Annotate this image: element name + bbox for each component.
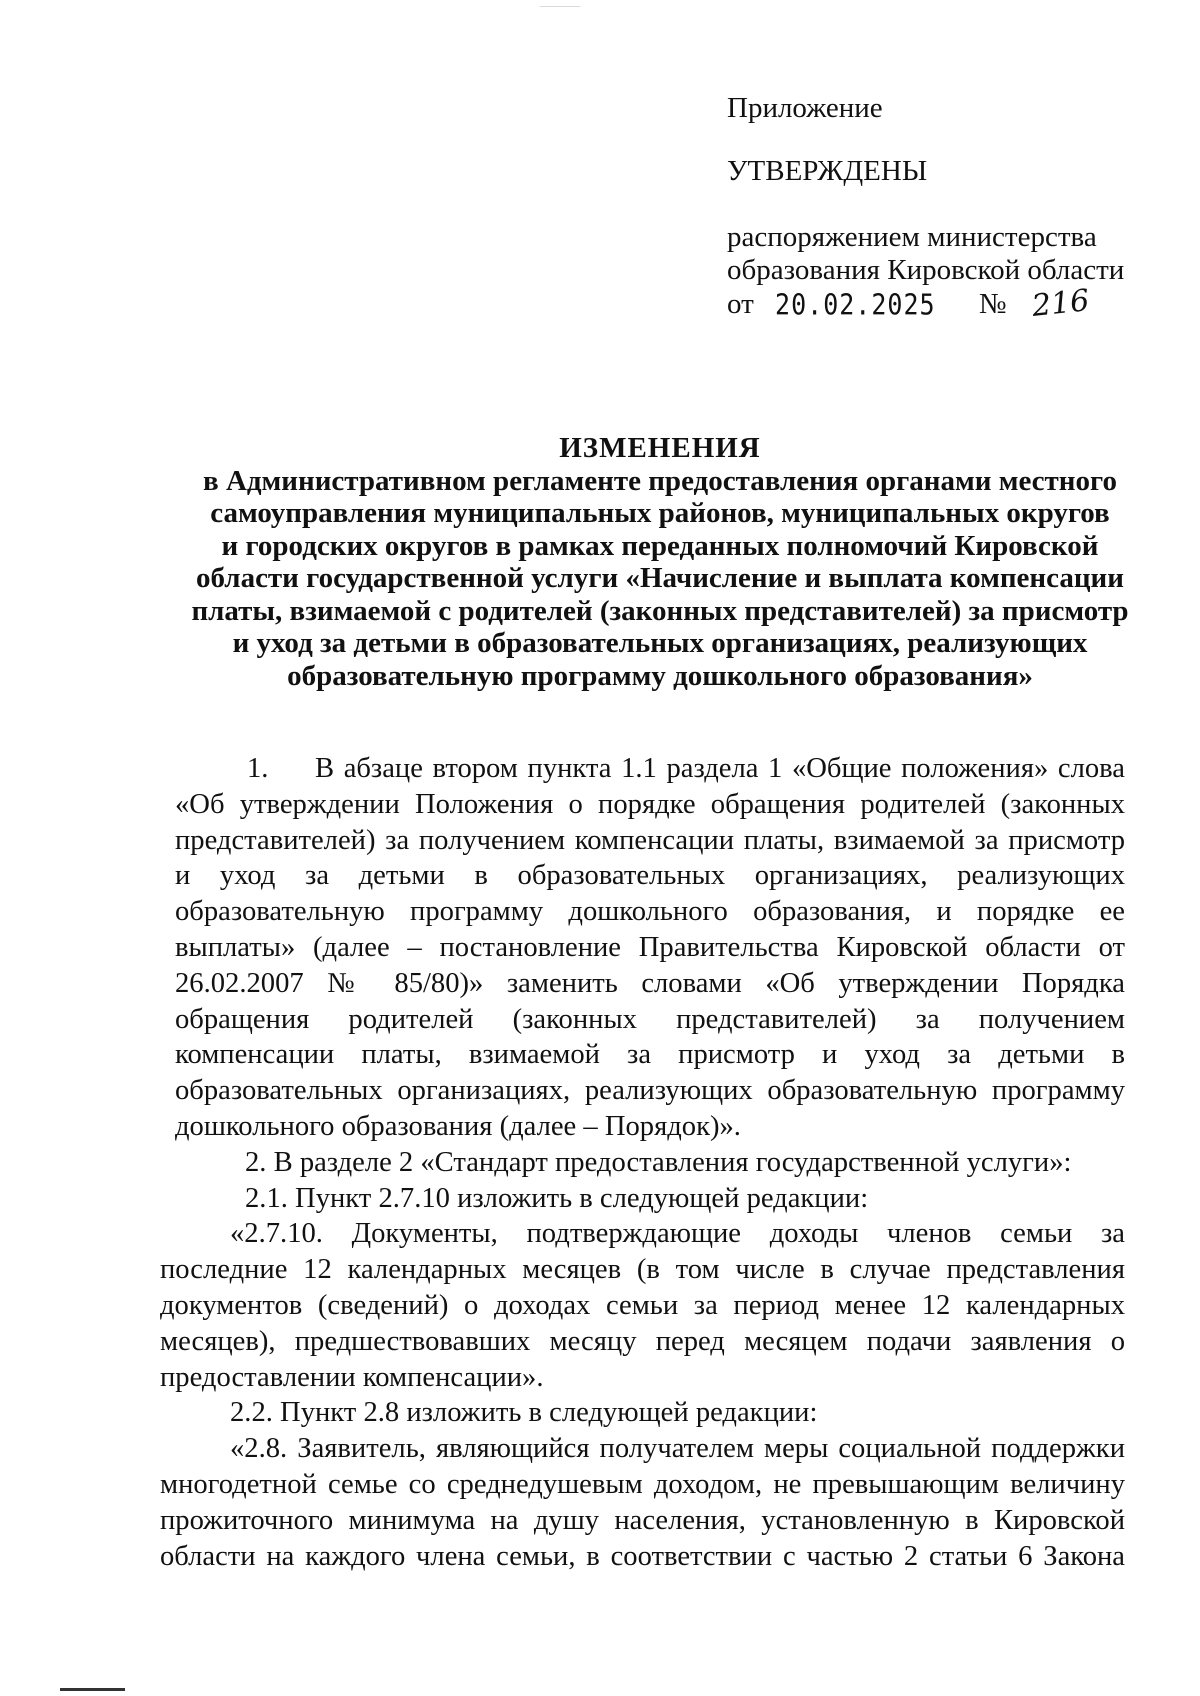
number-sign: № (978, 288, 1007, 320)
paragraph-2-7-10-line: документов (сведений) о доходах семьи за период менее 12 календарных (160, 1289, 1125, 1321)
title-line: и городских округов в рамках переданных полномочий Кировской (221, 529, 1099, 562)
approved-by-line-1: распоряжением министерства (727, 221, 1097, 253)
paragraph-2-7-10-line: месяцев), предшествовавших месяцу перед месяцем подачи заявления о (160, 1325, 1125, 1357)
appendix-label: Приложение (727, 92, 883, 124)
approval-block (727, 92, 1167, 324)
document-body (160, 751, 1125, 1574)
title-line: образовательную программу дошкольного образования» (287, 659, 1033, 692)
paragraph-1-line: обращения родителей (законных представителей) за получением (175, 1003, 1125, 1035)
paragraph-1-line: компенсации платы, взимаемой за присмотр и уход за детьми в (175, 1039, 1125, 1071)
document-title (160, 432, 1160, 692)
title-heading: ИЗМЕНЕНИЯ (559, 432, 761, 464)
paragraph-2-8-line: прожиточного минимума на душу населения, установленную в Кировской (160, 1504, 1125, 1536)
paragraph-2: 2. В разделе 2 «Стандарт предоставления государственной услуги»: (245, 1146, 1072, 1178)
paragraph-1-line: выплаты» (далее – постановление Правительства Кировской области от (175, 931, 1125, 963)
paragraph-1-line: образовательную программу дошкольного образования, и порядке ее (175, 896, 1125, 928)
paragraph-1-line: «Об утверждении Положения о порядке обращения родителей (законных (175, 788, 1125, 820)
paragraph-1-line: 26.02.2007 № 85/80)» заменить словами «Об утверждении Порядка (175, 967, 1125, 999)
from-label: от (727, 288, 754, 320)
title-line: в Административном регламенте предоставления органами местного (203, 464, 1117, 497)
paragraph-2-8-line: области на каждого члена семьи, в соответствии с частью 2 статьи 6 Закона (160, 1540, 1125, 1572)
date-number-line (727, 283, 1167, 324)
paragraph-2-7-10-line: последние 12 календарных месяцев (в том числе в случае представления (160, 1254, 1125, 1286)
approved-label: УТВЕРЖДЕНЫ (727, 155, 928, 187)
scan-artifact (60, 1688, 125, 1691)
handwritten-date: 20.02.2025 (775, 287, 936, 322)
scan-artifact (540, 6, 580, 7)
title-line: самоуправления муниципальных районов, муниципальных округов (210, 497, 1110, 529)
title-line: и уход за детьми в образовательных организациях, реализующих (232, 627, 1088, 659)
paragraph-2-7-10-line: предоставлении компенсации». (160, 1361, 544, 1393)
paragraph-1-line (175, 751, 1125, 787)
paragraph-1-number: 1. (247, 753, 269, 784)
paragraph-2-2: 2.2. Пункт 2.8 изложить в следующей редакции: (230, 1397, 818, 1429)
paragraph-2-7-10-line: «2.7.10. Документы, подтверждающие доходы членов семьи за (230, 1218, 1125, 1250)
paragraph-1-line: образовательных организациях, реализующих образовательную программу (175, 1075, 1125, 1107)
title-line: области государственной услуги «Начисление и выплата компенсации (196, 562, 1124, 594)
paragraph-2-8-line: «2.8. Заявитель, являющийся получателем меры социальной поддержки (230, 1433, 1125, 1465)
approved-by-line-2: образования Кировской области (727, 254, 1125, 286)
handwritten-number: 216 (1030, 283, 1091, 324)
paragraph-1-text: В абзаце втором пункта 1.1 раздела 1 «Общие положения» слова (315, 753, 1125, 784)
paragraph-1-line: дошкольного образования (далее – Порядок)». (175, 1110, 741, 1142)
paragraph-2-8-line: многодетной семье со среднедушевым доходом, не превышающим величину (160, 1468, 1125, 1500)
paragraph-2-1: 2.1. Пункт 2.7.10 изложить в следующей редакции: (245, 1182, 869, 1214)
title-line: платы, взимаемой с родителей (законных представителей) за присмотр (191, 594, 1129, 627)
paragraph-1-line: и уход за детьми в образовательных организациях, реализующих (175, 860, 1125, 892)
paragraph-1-line: представителей) за получением компенсации платы, взимаемой за присмотр (175, 824, 1125, 856)
